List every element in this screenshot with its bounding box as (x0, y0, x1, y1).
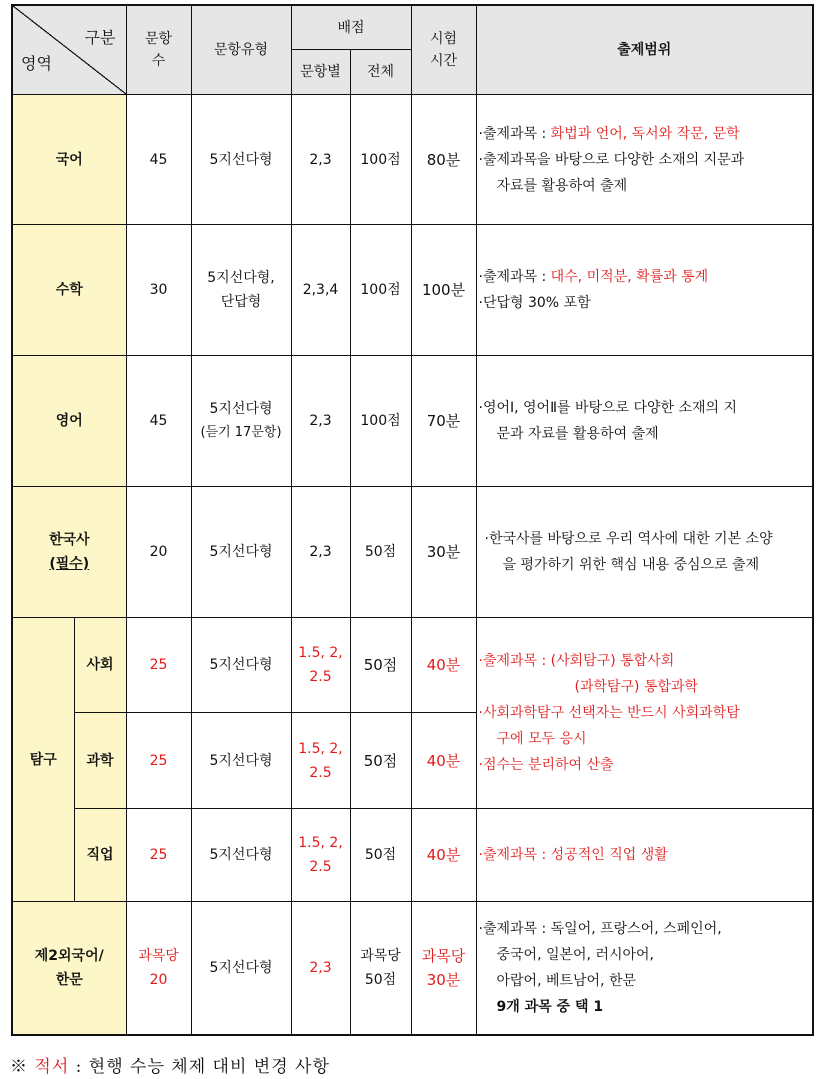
range-korean-subjects: 화법과 언어, 독서와 작문, 문학 (550, 125, 740, 142)
per-english: 2,3 (291, 356, 350, 487)
range-english (476, 356, 813, 487)
row-inquiry-social (12, 618, 813, 713)
time-job: 40분 (411, 809, 476, 902)
header-range: 출제범위 (476, 5, 813, 95)
range-math-prefix: ·출제과목 : (478, 269, 551, 285)
range-inquiry-line5: ·점수는 분리하여 산출 (478, 757, 614, 773)
range-english-line2: 문과 자료를 활용하여 출제 (496, 426, 659, 442)
per-history: 2,3 (291, 487, 350, 618)
type-english-sub: (듣기 17문항) (200, 425, 282, 440)
area-math: 수학 (12, 225, 126, 356)
area-inquiry-science: 과학 (74, 713, 126, 809)
header-category-label: 구분 (84, 28, 116, 47)
count-second-language: 과목당 20 (126, 902, 191, 1035)
footnote-text: : 현행 수능 체제 대비 변경 사항 (69, 1057, 330, 1077)
footnote-mark: ※ (10, 1057, 35, 1077)
count-science: 25 (126, 713, 191, 809)
header-type: 문항유형 (191, 5, 291, 95)
range-job (476, 809, 813, 902)
range-korean-line3: 자료를 활용하여 출제 (496, 177, 628, 194)
total-korean: 100점 (350, 95, 411, 225)
type-second-language: 5지선다형 (191, 902, 291, 1035)
count-korean: 45 (126, 95, 191, 225)
area-second-language: 제2외국어/ 한문 (12, 902, 126, 1035)
time-math: 100분 (411, 225, 476, 356)
range-english-line1: ·영어Ⅰ, 영어Ⅱ를 바탕으로 다양한 소재의 지 (478, 400, 738, 416)
range-inquiry-line4: 구에 모두 응시 (496, 731, 587, 747)
total-social: 50점 (350, 618, 411, 713)
exam-table (11, 4, 814, 1036)
area-korean: 국어 (12, 95, 126, 225)
per-korean: 2,3 (291, 95, 350, 225)
type-english (191, 356, 291, 487)
time-social: 40분 (411, 618, 476, 713)
row-english (12, 356, 813, 487)
header-score: 배점 (291, 5, 411, 50)
range-inquiry (476, 618, 813, 809)
range-inquiry-line3: ·사회과학탐구 선택자는 반드시 사회과학탐 (478, 705, 740, 721)
range-history-line1: ·한국사를 바탕으로 우리 역사에 대한 기본 소양 (484, 531, 773, 547)
total-second-language: 과목당 50점 (350, 902, 411, 1035)
per-science: 1.5, 2, 2.5 (291, 713, 350, 809)
range-math-subjects: 대수, 미적분, 확률과 통계 (550, 269, 709, 285)
range-second-language-line1: ·출제과목 : 독일어, 프랑스어, 스페인어, (478, 920, 722, 937)
area-history (12, 487, 126, 618)
time-second-language: 과목당 30분 (411, 902, 476, 1035)
range-korean (476, 95, 813, 225)
range-second-language-line3: 아랍어, 베트남어, 한문 (496, 972, 637, 989)
range-math (476, 225, 813, 356)
type-science: 5지선다형 (191, 713, 291, 809)
range-history-line2: 을 평가하기 위한 핵심 내용 중심으로 출제 (502, 557, 760, 573)
total-science: 50점 (350, 713, 411, 809)
header-count: 문항 수 (126, 5, 191, 95)
area-inquiry-job: 직업 (74, 809, 126, 902)
row-second-language (12, 902, 813, 1035)
row-inquiry-job (12, 809, 813, 902)
time-history: 30분 (411, 487, 476, 618)
range-second-language-line2: 중국어, 일본어, 러시아어, (496, 946, 654, 963)
per-math: 2,3,4 (291, 225, 350, 356)
per-second-language: 2,3 (291, 902, 350, 1035)
row-korean (12, 95, 813, 225)
type-math: 5지선다형, 단답형 (191, 225, 291, 356)
type-english-main: 5지선다형 (209, 401, 273, 417)
area-history-required: (필수) (49, 556, 90, 572)
range-math-line2: ·단답형 30% 포함 (478, 295, 591, 311)
time-science: 40분 (411, 713, 476, 809)
area-inquiry: 탐구 (12, 618, 74, 902)
range-korean-prefix: ·출제과목 : (478, 125, 551, 142)
range-second-language (476, 902, 813, 1035)
range-second-language-line4: 9개 과목 중 택 1 (496, 998, 604, 1015)
row-history (12, 487, 813, 618)
per-social: 1.5, 2, 2.5 (291, 618, 350, 713)
range-korean-line2: ·출제과목을 바탕으로 다양한 소재의 지문과 (478, 151, 745, 168)
footnote (10, 1052, 330, 1077)
total-history: 50점 (350, 487, 411, 618)
count-social: 25 (126, 618, 191, 713)
count-english: 45 (126, 356, 191, 487)
row-math (12, 225, 813, 356)
area-inquiry-social: 사회 (74, 618, 126, 713)
area-english: 영어 (12, 356, 126, 487)
type-job: 5지선다형 (191, 809, 291, 902)
count-math: 30 (126, 225, 191, 356)
count-job: 25 (126, 809, 191, 902)
header-diagonal-cell (12, 5, 126, 95)
count-history: 20 (126, 487, 191, 618)
type-history: 5지선다형 (191, 487, 291, 618)
range-inquiry-line1: ·출제과목 : (사회탐구) 통합사회 (478, 653, 675, 669)
header-score-total: 전체 (350, 50, 411, 95)
header-time: 시험 시간 (411, 5, 476, 95)
total-english: 100점 (350, 356, 411, 487)
time-english: 70분 (411, 356, 476, 487)
time-korean: 80분 (411, 95, 476, 225)
range-job-line1: ·출제과목 : 성공적인 직업 생활 (478, 847, 668, 863)
range-history (476, 487, 813, 618)
total-math: 100점 (350, 225, 411, 356)
area-history-label: 한국사 (48, 532, 90, 548)
per-job: 1.5, 2, 2.5 (291, 809, 350, 902)
footnote-red-label: 적서 (34, 1057, 70, 1077)
header-area-label: 영역 (21, 54, 52, 73)
total-job: 50점 (350, 809, 411, 902)
range-inquiry-line2: (과학탐구) 통합과학 (574, 679, 699, 695)
type-social: 5지선다형 (191, 618, 291, 713)
header-score-per: 문항별 (291, 50, 350, 95)
type-korean: 5지선다형 (191, 95, 291, 225)
